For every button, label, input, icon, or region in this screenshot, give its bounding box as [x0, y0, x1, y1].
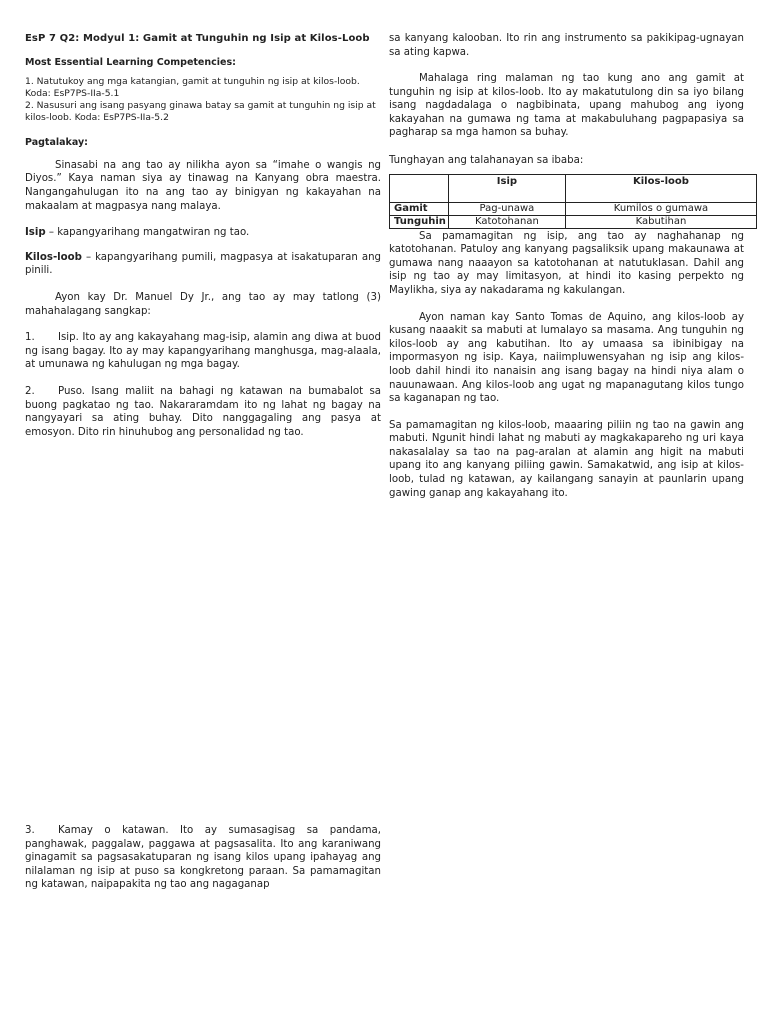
dy-intro-paragraph: Ayon kay Dr. Manuel Dy Jr., ang tao ay may tatlong (3) mahahalagang sangkap: — [25, 291, 381, 317]
competency-item-1: 1. Natutukoy ang mga katangian, gamit at tunguhin ng isip at kilos-loob. Koda: EsP7PS-IIa-5.1 — [25, 76, 360, 100]
right-column — [389, 32, 744, 500]
table-row-label-tunguhin: Tunguhin — [390, 215, 449, 228]
left-column — [25, 32, 381, 439]
intro-paragraph: Sinasabi na ang tao ay nilikha ayon sa “imahe o wangis ng Diyos.” Kaya naman siya ay tinawag na Kanyang obra maestra. Nangangahulugan ito na ang tao ay binigyan ng kakayahan na makaalam at magpasya nang malaya. — [25, 159, 381, 212]
competencies-heading: Most Essential Learning Competencies: — [25, 56, 236, 68]
competency-item-2: 2. Nasusuri ang isang pasyang ginawa batay sa gamit at tunguhin ng isip at kilos-loob. Koda: EsP7PS-IIa-5.2 — [25, 100, 376, 124]
isip-paragraph: Sa pamamagitan ng isip, ang tao ay naghahanap ng katotohanan. Patuloy ang kanyang pagsaliksik upang makaunawa at gumawa nang naaayon sa katotohanan at natutuklasan. Dahil ang isip ng tao ay may limitasyon, at hindi ito kasing perpekto ng Maylikha, siya ay nakadarama ng kakulangan. — [389, 230, 744, 296]
sangkap-3-continuation-text: sa kanyang kalooban. Ito rin ang instrumento sa pakikipag-ugnayan sa ating kapwa. — [389, 33, 744, 58]
table-cell: Kumilos o gumawa — [565, 202, 756, 215]
table-header-blank — [390, 174, 449, 202]
aquino-paragraph: Ayon naman kay Santo Tomas de Aquino, ang kilos-loob ay kusang naaakit sa mabuti at lumalayo sa masama. Ang tunguhin ng kilos-loob ay ang kabutihan. Ito ay umaasa sa ibinibigay na impormasyon ng isip. Kaya, naiimpluwensyahan ng isip ang kilos-loob dahil hindi ito nanaisin ang isang bagay na hindi niya alam o nauunawaan. Ang kilos-loob ang ugat ng mapanagutang kilos tungo sa kaganapan ng tao. — [389, 311, 744, 405]
sangkap-text: Puso. Isang maliit na bahagi ng katawan na bumabalot sa buong pagkatao ng tao. Nakararamdam ito ng lahat ng bagay na nangyayari sa ating buhay. Dito nanggagaling ang pasya at emosyon. Dito rin hinuhubog ang personalidad ng tao. — [25, 385, 381, 438]
kilos-loob-definition — [25, 251, 381, 278]
sangkap-number: 2. — [25, 385, 35, 397]
isip-kilos-loob-table — [389, 174, 757, 229]
sangkap-item-1 — [25, 331, 381, 372]
sangkap-number: 1. — [25, 332, 35, 344]
left-column-tail — [25, 824, 381, 892]
table-row — [390, 202, 757, 215]
kilos-loob-term: Kilos-loob — [25, 251, 82, 263]
isip-def-text: – kapangyarihang mangatwiran ng tao. — [45, 227, 250, 239]
table-cell: Kabutihan — [565, 215, 756, 228]
table-header-kilos-loob: Kilos-loob — [565, 174, 756, 202]
table-header-row — [390, 174, 757, 202]
module-title: EsP 7 Q2: Modyul 1: Gamit at Tunguhin ng Isip at Kilos-Loob — [25, 33, 370, 44]
pagtalakay-heading: Pagtalakay: — [25, 137, 88, 149]
sangkap-item-3-continued — [389, 32, 744, 59]
table-cell: Pag-unawa — [448, 202, 565, 215]
table-row-label-gamit: Gamit — [390, 202, 449, 215]
table-header-isip: Isip — [448, 174, 565, 202]
mahalaga-paragraph: Mahalaga ring malaman ng tao kung ano ang gamit at tunguhin ng isip at kilos-loob. Ito ay makatutulong din sa iyo bilang isang nagdadalaga o nagbibinata, upang mahubog ang iyong kakayahan na gumawa ng tama at makabuluhang pagpapasiya sa pagharap sa mga hamon sa buhay. — [389, 73, 744, 139]
sangkap-item-2 — [25, 385, 381, 439]
sangkap-text: Kamay o katawan. Ito ay sumasagisag sa pandama, panghawak, paggalaw, paggawa at pagsasalita. Ito ang karaniwang ginagamit sa pagsasakatuparan ng isang kilos upang ipahayag ang nilalaman ng isip at puso sa kongkretong paraan. Sa pamamagitan ng katawan, naipapakita ng tao ang nagaganap — [25, 825, 381, 891]
table-intro: Tunghayan ang talahanayan sa ibaba: — [389, 154, 584, 166]
isip-definition — [25, 226, 381, 240]
closing-paragraph: Sa pamamagitan ng kilos-loob, maaaring piliin ng tao na gawin ang mabuti. Ngunit hindi lahat ng mabuti ay magkakapareho ng uri kaya nakasalalay sa tao na pag-aralan at alamin ang higit na mabuti upang ito ang kanyang piliing gawin. Samakatwid, ang isip at kilos-loob, tulad ng katawan, ay kailangang sanayin at paunlarin upang gawing ganap ang kakayahang ito. — [389, 419, 744, 499]
sangkap-number: 3. — [25, 825, 35, 836]
kilos-loob-def-text: – kapangyarihang pumili, magpasya at isakatuparan ang pinili. — [25, 251, 381, 277]
sangkap-item-3 — [25, 824, 381, 892]
sangkap-text: Isip. Ito ay ang kakayahang mag-isip, alamin ang diwa at buod ng isang bagay. Ito ay may kapangyarihang manghusga, mag-alaala, at umunawa ng kahulugan ng mga bagay. — [25, 332, 381, 371]
table-row — [390, 215, 757, 228]
table-cell: Katotohanan — [448, 215, 565, 228]
isip-term: Isip — [25, 227, 46, 239]
